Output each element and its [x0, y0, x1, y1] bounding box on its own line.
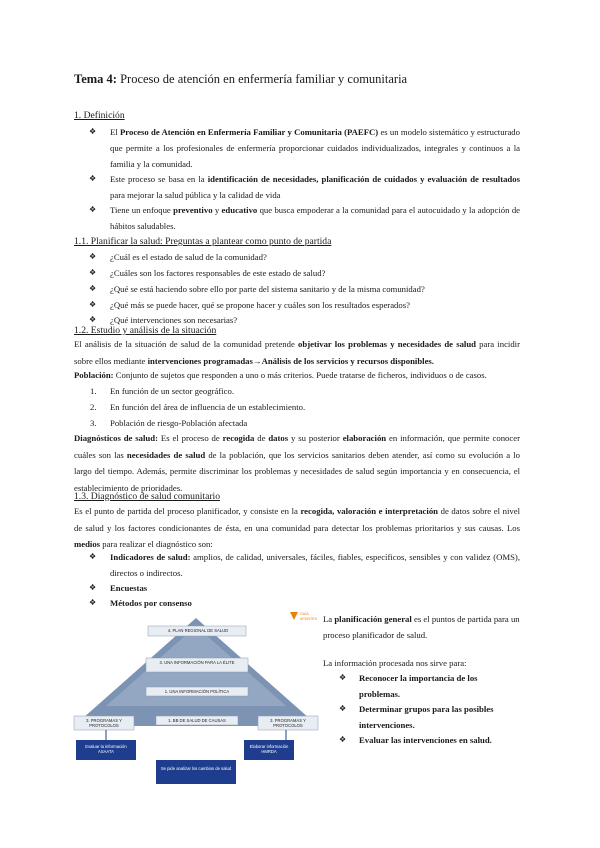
list-item: ❖ Este proceso se basa en la identificación de necesidades, planificación de cuidados y evaluación de resultados para mejorar la salud pública y la calidad de vida	[110, 171, 520, 203]
list-item: ❖ Reconocer la importancia de los problemas.	[359, 670, 519, 702]
diamond-bullet-icon: ❖	[339, 735, 347, 744]
label-cambios: Se pide analizar los cambios de salud	[160, 766, 232, 771]
list-item: ❖ El Proceso de Atención en Enfermería Familiar y Comunitaria (PAEFC) es un modelo sistemático y estructurado que permite a los profesionales de enfermería proporcionar cuidados individualizados, integrales y continuos a la familia y la comunidad.	[110, 124, 520, 172]
label-bb-salud: 1. BB DE SALUD DE CAUSAS	[168, 718, 226, 723]
planning-pyramid-diagram	[66, 608, 328, 796]
label-programas-left: 3. PROGRAMAS Y PROTOCOLOS	[86, 718, 122, 728]
diamond-bullet-icon: ❖	[89, 300, 97, 309]
numbered-item: 3. Población de riesgo-Población afectada	[90, 418, 248, 428]
diamond-bullet-icon: ❖	[89, 315, 97, 324]
section-heading-planificar: 1.1. Planificar la salud: Preguntas a plantear como punto de partida	[74, 236, 332, 247]
label-evaluar: Evaluar la información ASAATA	[85, 744, 127, 754]
diamond-bullet-icon: ❖	[89, 284, 97, 293]
paragraph: El análisis de la situación de salud de la comunidad pretende objetivar los problemas y necesidades de salud para incidir sobre ellos mediante intervenciones programadas→Análisis de los servicios y recursos disponibles.	[74, 339, 520, 366]
list-item: ❖ Indicadores de salud: amplios, de calidad, universales, fáciles, fiables, específicos, sensibles y con validez (OMS), directos o indirectos.	[110, 549, 520, 581]
diamond-bullet-icon: ❖	[89, 268, 97, 277]
list-item: ❖ Evaluar las intervenciones en salud.	[359, 732, 519, 748]
label-programas-right: 3. PROGRAMAS Y PROTOCOLOS	[270, 718, 306, 728]
diamond-bullet-icon: ❖	[89, 127, 97, 136]
list-item: ❖ ¿Cuál es el estado de salud de la comunidad?	[110, 249, 520, 265]
list-item: ❖ Tiene un enfoque preventivo y educativo que busca empoderar a la comunidad para el autocuidado y la adopción de hábitos saludables.	[110, 202, 520, 234]
list-item: ❖ Encuestas	[110, 580, 520, 596]
diamond-bullet-icon: ❖	[89, 552, 97, 561]
diamond-bullet-icon: ❖	[339, 704, 347, 713]
box-cambios	[156, 760, 236, 784]
list-item: ❖ Determinar grupos para las posibles intervenciones.	[359, 701, 519, 733]
diamond-bullet-icon: ❖	[89, 598, 97, 607]
diamond-bullet-icon: ❖	[89, 205, 97, 214]
page-title: Tema 4: Proceso de atención en enfermería familiar y comunitaria	[74, 72, 408, 86]
section-heading-estudio: 1.2. Estudio y análisis de la situación	[74, 325, 217, 336]
paragraph-planificacion: La planificación general es el puntos de partida para un proceso planificador de salud.	[323, 614, 520, 640]
list-item: ❖ ¿Cuáles son los factores responsables de este estado de salud?	[110, 265, 520, 281]
label-plan: 4. PLAN REGIONAL DE SALUD	[167, 628, 229, 633]
section-heading-definicion: 1. Definición	[74, 110, 125, 121]
diamond-bullet-icon: ❖	[89, 252, 97, 261]
diamond-bullet-icon: ❖	[89, 174, 97, 183]
paragraph: La información procesada nos sirve para:	[323, 658, 467, 668]
list-item: ❖ ¿Qué intervenciones son necesarias?	[110, 312, 520, 328]
paragraph-poblacion: Población: Conjunto de sujetos que responden a uno o más criterios. Puede tratarse de ficheros, individuos o de casos.	[74, 370, 487, 380]
label-info-elite: 3. UNA INFORMACIÓN PARA LA ÉLITE	[159, 660, 235, 665]
numbered-item: 1. En función de un sector geográfico.	[90, 386, 234, 396]
label-info-politica: 1. UNA INFORMACIÓN POLÍTICA	[164, 689, 230, 694]
paragraph: Es el punto de partida del proceso planificador, y consiste en la recogida, valoración e interpretación de datos sobre el nivel de salud y los factores condicionantes de ésta, en una comunidad para detectar los problemas prioritarios y sus causas. Los medios para realizar el diagnóstico son:	[74, 506, 521, 549]
diamond-bullet-icon: ❖	[89, 583, 97, 592]
diamond-bullet-icon: ❖	[339, 673, 347, 682]
logo-text: GUÍA APUNTES	[300, 612, 317, 621]
paragraph-diagnosticos: Diagnósticos de salud: Es el proceso de recogida de datos y su posterior elaboración en información, que permite conocer cuáles son las necesidades de salud de la población, que los servicios sanitarios deben atender, así como su evolución a lo largo del tiempo. Además, permite discriminar los problemas y necesidades de salud según importancia y en consecuencia, el establecimiento de prioridades.	[74, 433, 521, 493]
list-item: ❖ Métodos por consenso	[110, 595, 520, 611]
section-heading-diagnostico: 1.3. Diagnóstico de salud comunitario	[74, 491, 221, 502]
list-item: ❖ ¿Qué más se puede hacer, qué se propone hacer y cuáles son los resultados esperados?	[110, 297, 520, 313]
label-elaborar: Elaborar información HMRDA	[249, 744, 289, 754]
numbered-item: 2. En función del área de influencia de un establecimiento.	[90, 402, 306, 412]
list-item: ❖ ¿Qué se está haciendo sobre ello por parte del sistema sanitario y de la misma comunidad?	[110, 281, 520, 297]
